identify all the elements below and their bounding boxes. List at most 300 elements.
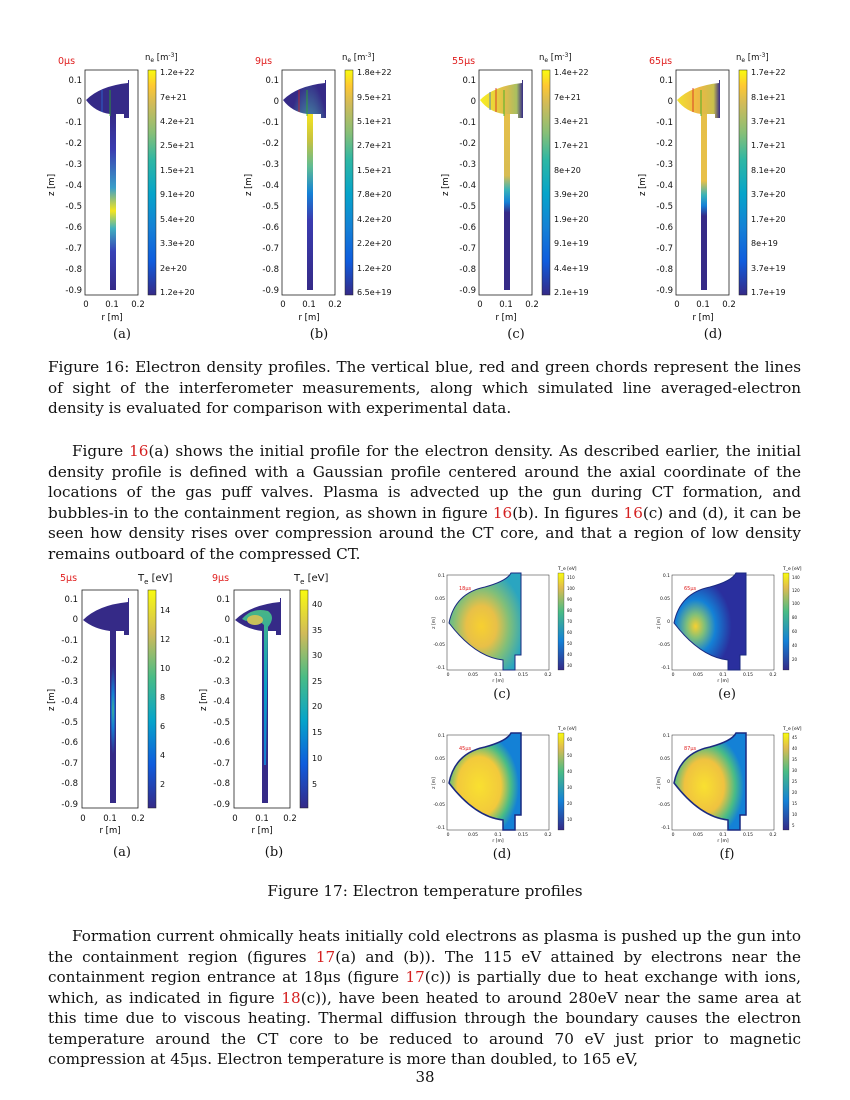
svg-text:-0.1: -0.1 xyxy=(459,118,476,128)
svg-text:-0.4: -0.4 xyxy=(61,697,78,707)
svg-text:T_e [eV]: T_e [eV] xyxy=(558,727,577,732)
svg-text:-0.2: -0.2 xyxy=(262,139,279,149)
ref-fig16[interactable]: 16 xyxy=(623,503,643,522)
fig17-panel-c xyxy=(415,565,605,705)
cbar-label: $T_e$ [eV] xyxy=(138,573,173,586)
svg-text:-0.1: -0.1 xyxy=(65,118,82,128)
svg-text:-0.5: -0.5 xyxy=(459,202,476,212)
svg-text:-0.3: -0.3 xyxy=(262,160,279,170)
svg-text:-0.6: -0.6 xyxy=(65,223,82,233)
svg-text:9.1e+19: 9.1e+19 xyxy=(554,239,589,248)
svg-text:3.9e+20: 3.9e+20 xyxy=(554,190,589,199)
svg-text:2.5e+21: 2.5e+21 xyxy=(160,141,195,150)
density-plot-b xyxy=(237,50,432,350)
svg-text:-0.05: -0.05 xyxy=(658,643,670,648)
svg-text:-0.05: -0.05 xyxy=(433,803,445,808)
svg-text:20: 20 xyxy=(567,801,573,806)
svg-text:-0.5: -0.5 xyxy=(65,202,82,212)
svg-text:0.1: 0.1 xyxy=(302,300,316,310)
svg-text:-0.3: -0.3 xyxy=(61,677,78,687)
x-label: r [m] xyxy=(251,826,273,836)
y-label: z [m] xyxy=(638,173,648,197)
subcaption-d: (d) xyxy=(703,327,723,342)
ref-fig16[interactable]: 16 xyxy=(129,442,149,460)
svg-text:0.2: 0.2 xyxy=(722,300,736,310)
svg-text:7.8e+20: 7.8e+20 xyxy=(357,190,392,199)
svg-text:80: 80 xyxy=(567,608,573,613)
svg-text:-0.6: -0.6 xyxy=(61,738,78,748)
svg-text:0.2: 0.2 xyxy=(544,673,552,678)
fig17-panel-b xyxy=(172,565,342,865)
subcaption-a: (a) xyxy=(113,327,131,342)
svg-text:0.1: 0.1 xyxy=(68,76,82,86)
svg-text:T_e [eV]: T_e [eV] xyxy=(783,567,802,572)
subcaption-c: (c) xyxy=(507,327,525,342)
colorbar xyxy=(148,70,156,295)
svg-text:0: 0 xyxy=(470,97,476,107)
x-ticks xyxy=(674,300,735,310)
svg-text:100: 100 xyxy=(567,586,575,591)
time-label: 18μs xyxy=(459,586,472,592)
svg-text:z [m]: z [m] xyxy=(432,617,437,629)
svg-text:6.5e+19: 6.5e+19 xyxy=(357,288,392,297)
svg-text:8: 8 xyxy=(160,693,166,702)
svg-text:1.8e+22: 1.8e+22 xyxy=(357,68,392,77)
ref-fig18[interactable]: 18 xyxy=(281,988,301,1007)
time-label: 9μs xyxy=(255,56,273,67)
colorbar xyxy=(148,590,156,808)
svg-text:8e+19: 8e+19 xyxy=(751,239,778,248)
svg-text:z [m]: z [m] xyxy=(432,777,437,789)
svg-text:20: 20 xyxy=(792,657,798,662)
svg-text:0.15: 0.15 xyxy=(517,833,529,838)
svg-text:2: 2 xyxy=(160,780,166,789)
x-label: r [m] xyxy=(101,313,123,323)
svg-text:20: 20 xyxy=(792,790,798,795)
svg-text:0.1: 0.1 xyxy=(662,734,670,739)
y-ticks xyxy=(61,595,78,810)
svg-text:-0.8: -0.8 xyxy=(213,779,230,789)
svg-text:10: 10 xyxy=(792,812,798,817)
time-label: 45μs xyxy=(459,746,472,752)
svg-text:0.1: 0.1 xyxy=(494,673,502,678)
svg-text:0: 0 xyxy=(232,814,238,824)
svg-text:0.15: 0.15 xyxy=(517,673,529,678)
svg-text:5: 5 xyxy=(792,823,795,828)
time-label: 9μs xyxy=(212,573,230,584)
x-label: r [m] xyxy=(692,313,714,323)
svg-text:3.7e+20: 3.7e+20 xyxy=(751,190,786,199)
cbar-label: $T_e$ [eV] xyxy=(294,573,329,586)
svg-text:T_e [eV]: T_e [eV] xyxy=(558,567,577,572)
svg-text:-0.9: -0.9 xyxy=(61,800,78,810)
svg-text:10: 10 xyxy=(312,754,323,763)
y-label: z [m] xyxy=(199,688,209,712)
svg-text:-0.4: -0.4 xyxy=(65,181,82,191)
time-label: 87μs xyxy=(684,746,697,752)
svg-text:0.05: 0.05 xyxy=(692,673,704,678)
cbar-label: $n_e$ $[m^{-3}]$ xyxy=(145,52,178,64)
svg-text:r [m]: r [m] xyxy=(492,679,504,684)
subcaption-e: (e) xyxy=(718,687,736,702)
svg-text:60: 60 xyxy=(567,630,573,635)
y-ticks xyxy=(459,76,476,296)
subcaption-f: (f) xyxy=(719,847,735,862)
svg-text:-0.6: -0.6 xyxy=(213,738,230,748)
svg-text:0.1: 0.1 xyxy=(103,814,117,824)
svg-text:0: 0 xyxy=(674,300,680,310)
time-label: 5μs xyxy=(60,573,78,584)
y-ticks xyxy=(213,595,230,810)
colorbar xyxy=(345,70,353,295)
svg-text:140: 140 xyxy=(792,575,800,580)
density-plot-a xyxy=(40,50,235,350)
cbar-ticks xyxy=(357,68,392,297)
svg-text:-0.7: -0.7 xyxy=(65,244,82,254)
svg-text:0.1: 0.1 xyxy=(255,814,269,824)
svg-text:0.05: 0.05 xyxy=(692,833,704,838)
svg-text:1.2e+20: 1.2e+20 xyxy=(357,264,392,273)
svg-text:4.4e+19: 4.4e+19 xyxy=(554,264,589,273)
x-ticks xyxy=(477,300,538,310)
x-ticks xyxy=(280,300,341,310)
svg-text:-0.5: -0.5 xyxy=(262,202,279,212)
svg-text:z [m]: z [m] xyxy=(657,617,662,629)
svg-text:-0.7: -0.7 xyxy=(656,244,673,254)
subcaption-c: (c) xyxy=(493,687,511,702)
svg-text:-0.7: -0.7 xyxy=(213,759,230,769)
x-label: r [m] xyxy=(298,313,320,323)
svg-text:-0.2: -0.2 xyxy=(656,139,673,149)
svg-text:0.1: 0.1 xyxy=(494,833,502,838)
svg-text:30: 30 xyxy=(567,785,573,790)
svg-text:-0.3: -0.3 xyxy=(65,160,82,170)
svg-text:0: 0 xyxy=(224,615,230,625)
svg-text:-0.7: -0.7 xyxy=(61,759,78,769)
x-label: r [m] xyxy=(495,313,517,323)
figure-16-caption: Figure 16: Electron density profiles. The vertical blue, red and green chords represent the lines of sight of the interferometer measurements, along which simulated line averaged-electron density is evaluated for comparison with experimental data. xyxy=(48,358,801,417)
svg-text:-0.2: -0.2 xyxy=(213,656,230,666)
svg-text:0.15: 0.15 xyxy=(742,833,754,838)
svg-text:-0.4: -0.4 xyxy=(213,697,230,707)
svg-text:100: 100 xyxy=(792,601,800,606)
subcaption-a: (a) xyxy=(113,845,131,860)
svg-text:0: 0 xyxy=(72,615,78,625)
svg-text:0.1: 0.1 xyxy=(696,300,710,310)
svg-text:-0.1: -0.1 xyxy=(661,666,670,671)
svg-text:-0.6: -0.6 xyxy=(459,223,476,233)
svg-text:25: 25 xyxy=(312,677,323,686)
svg-text:2.7e+21: 2.7e+21 xyxy=(357,141,392,150)
y-ticks xyxy=(656,76,673,296)
svg-text:120: 120 xyxy=(792,588,800,593)
svg-text:0: 0 xyxy=(442,620,445,625)
page-number: 38 xyxy=(415,1068,435,1086)
svg-text:0.1: 0.1 xyxy=(659,76,673,86)
svg-text:60: 60 xyxy=(792,629,798,634)
cbar-ticks xyxy=(751,68,786,297)
svg-text:1.7e+21: 1.7e+21 xyxy=(751,141,786,150)
fig16-panel-c xyxy=(434,50,629,350)
temperature-plot-b xyxy=(172,565,342,865)
svg-text:1.5e+21: 1.5e+21 xyxy=(357,166,392,175)
svg-text:3.7e+21: 3.7e+21 xyxy=(751,117,786,126)
svg-text:0.1: 0.1 xyxy=(462,76,476,86)
y-label: z [m] xyxy=(47,688,57,712)
svg-text:0.1: 0.1 xyxy=(265,76,279,86)
svg-text:-0.1: -0.1 xyxy=(213,636,230,646)
svg-text:50: 50 xyxy=(567,641,573,646)
svg-text:-0.7: -0.7 xyxy=(262,244,279,254)
temperature-plot-a xyxy=(20,565,190,865)
svg-text:-0.9: -0.9 xyxy=(65,286,82,296)
svg-text:7e+21: 7e+21 xyxy=(554,93,581,102)
cbar-ticks xyxy=(160,68,195,297)
svg-text:10: 10 xyxy=(160,664,171,673)
svg-text:0.2: 0.2 xyxy=(283,814,297,824)
svg-text:50: 50 xyxy=(567,753,573,758)
svg-text:25: 25 xyxy=(792,779,798,784)
svg-text:1.5e+21: 1.5e+21 xyxy=(160,166,195,175)
svg-text:1.9e+20: 1.9e+20 xyxy=(554,215,589,224)
svg-text:70: 70 xyxy=(567,619,573,624)
y-ticks xyxy=(65,76,82,296)
svg-text:-0.4: -0.4 xyxy=(656,181,673,191)
svg-text:0.1: 0.1 xyxy=(64,595,78,605)
svg-text:3.4e+21: 3.4e+21 xyxy=(554,117,589,126)
svg-text:T_e [eV]: T_e [eV] xyxy=(783,727,802,732)
svg-text:0: 0 xyxy=(280,300,286,310)
svg-text:r [m]: r [m] xyxy=(717,679,729,684)
svg-text:2.1e+19: 2.1e+19 xyxy=(554,288,589,297)
svg-text:0.05: 0.05 xyxy=(467,673,479,678)
svg-text:0.15: 0.15 xyxy=(742,673,754,678)
svg-text:0.1: 0.1 xyxy=(437,734,445,739)
svg-text:-0.5: -0.5 xyxy=(213,718,230,728)
subcaption-d: (d) xyxy=(492,847,512,862)
svg-text:4.2e+20: 4.2e+20 xyxy=(357,215,392,224)
temperature-plot-d xyxy=(415,725,605,850)
svg-text:8.1e+20: 8.1e+20 xyxy=(751,166,786,175)
svg-text:0: 0 xyxy=(80,814,86,824)
ref-fig17[interactable]: 17 xyxy=(315,947,336,966)
svg-text:30: 30 xyxy=(312,651,323,660)
x-ticks xyxy=(232,814,296,824)
svg-text:60: 60 xyxy=(567,737,573,742)
svg-text:-0.4: -0.4 xyxy=(262,181,279,191)
svg-text:-0.2: -0.2 xyxy=(61,656,78,666)
time-label: 65μs xyxy=(684,586,697,592)
svg-text:3.7e+19: 3.7e+19 xyxy=(751,264,786,273)
svg-text:15: 15 xyxy=(312,728,323,737)
svg-text:1.2e+20: 1.2e+20 xyxy=(160,288,195,297)
y-label: z [m] xyxy=(244,173,254,197)
svg-text:15: 15 xyxy=(792,801,798,806)
svg-text:0.05: 0.05 xyxy=(467,833,479,838)
svg-text:0.2: 0.2 xyxy=(769,673,777,678)
svg-text:35: 35 xyxy=(312,626,323,635)
x-ticks xyxy=(83,300,144,310)
svg-text:r [m]: r [m] xyxy=(492,839,504,844)
svg-text:-0.9: -0.9 xyxy=(213,800,230,810)
fig16-panel-d xyxy=(631,50,826,350)
svg-text:-0.2: -0.2 xyxy=(459,139,476,149)
svg-text:-0.8: -0.8 xyxy=(65,265,82,275)
svg-text:1.7e+20: 1.7e+20 xyxy=(751,215,786,224)
svg-text:-0.1: -0.1 xyxy=(661,826,670,831)
svg-text:9.1e+20: 9.1e+20 xyxy=(160,190,195,199)
svg-text:-0.2: -0.2 xyxy=(65,139,82,149)
subcaption-b: (b) xyxy=(309,327,329,342)
temperature-plot-c xyxy=(415,565,605,690)
colorbar xyxy=(542,70,550,295)
svg-text:-0.1: -0.1 xyxy=(656,118,673,128)
fig17-panel-d xyxy=(415,725,605,865)
svg-text:9.5e+21: 9.5e+21 xyxy=(357,93,392,102)
cbar-label: $n_e$ $[m^{-3}]$ xyxy=(342,52,375,64)
svg-text:8.1e+21: 8.1e+21 xyxy=(751,93,786,102)
svg-text:40: 40 xyxy=(312,600,323,609)
svg-text:-0.6: -0.6 xyxy=(262,223,279,233)
svg-text:8e+20: 8e+20 xyxy=(554,166,581,175)
paragraph-2: Formation current ohmically heats initially cold electrons as plasma is pushed up the gun into the containment region (figures 17(a) and (b)). The 115 eV attained by electrons near the containment region entrance at 18μs (figure 17(c)) is partially due to heat exchange with ions, which, as indicated in figure 18(c)), have been heated to around 280eV near the same area at this time due to viscous heating. Thermal diffusion through the boundary causes the electron temperature around the CT core to be reduced to around 70 eV just prior to magnetic compression at 45μs. Electron temperature is more than doubled, to 165 eV, xyxy=(48,927,801,1068)
fig16-panel-a xyxy=(40,50,235,350)
colorbar xyxy=(739,70,747,295)
svg-text:0.1: 0.1 xyxy=(499,300,513,310)
svg-text:-0.9: -0.9 xyxy=(656,286,673,296)
fig17-panel-e xyxy=(640,565,830,705)
temperature-plot-e xyxy=(640,565,830,690)
svg-text:1.7e+19: 1.7e+19 xyxy=(751,288,786,297)
fig17-panel-a xyxy=(20,565,180,865)
temperature-plot-f xyxy=(640,725,830,850)
fig17-panel-f xyxy=(640,725,830,865)
svg-text:0: 0 xyxy=(76,97,82,107)
svg-text:0: 0 xyxy=(446,673,450,678)
density-plot-d xyxy=(631,50,826,350)
figure-16 xyxy=(40,50,820,350)
svg-text:-0.3: -0.3 xyxy=(213,677,230,687)
svg-text:0: 0 xyxy=(671,673,675,678)
svg-text:0: 0 xyxy=(671,833,675,838)
time-label: 55μs xyxy=(452,56,476,67)
svg-text:0.2: 0.2 xyxy=(769,833,777,838)
svg-text:0: 0 xyxy=(667,620,670,625)
svg-text:0: 0 xyxy=(442,780,445,785)
y-ticks xyxy=(262,76,279,296)
svg-text:0.1: 0.1 xyxy=(437,574,445,579)
ref-fig16[interactable]: 16 xyxy=(492,503,513,522)
paragraph-1: Figure 16(a) shows the initial profile for the electron density. As described earlier, the initial density profile is defined with a Gaussian profile centered around the axial coordinate of the locations of the gas puff valves. Plasma is advected up the gun during CT formation, and bubbles-in to the containment region, as shown in figure 16(b). In figures 16(c) and (d), it can be seen how density rises over compression around the CT core, and that a region of low density remains outboard of the compressed CT. xyxy=(48,442,801,563)
svg-text:4: 4 xyxy=(160,751,166,760)
cbar-ticks xyxy=(312,600,322,789)
svg-text:2e+20: 2e+20 xyxy=(160,264,187,273)
svg-text:0.1: 0.1 xyxy=(662,574,670,579)
figure-17-caption: Figure 17: Electron temperature profiles xyxy=(267,882,583,900)
svg-text:40: 40 xyxy=(792,746,798,751)
time-label: 0μs xyxy=(58,56,76,67)
svg-text:0.2: 0.2 xyxy=(525,300,539,310)
svg-text:-0.8: -0.8 xyxy=(262,265,279,275)
svg-text:5: 5 xyxy=(312,780,318,789)
svg-text:-0.3: -0.3 xyxy=(656,160,673,170)
fig16-panel-b xyxy=(237,50,432,350)
svg-text:0: 0 xyxy=(477,300,483,310)
svg-text:5.4e+20: 5.4e+20 xyxy=(160,215,195,224)
y-label: z [m] xyxy=(47,173,57,197)
svg-text:-0.4: -0.4 xyxy=(459,181,476,191)
svg-text:110: 110 xyxy=(567,575,575,580)
density-plot-c xyxy=(434,50,629,350)
svg-text:0.05: 0.05 xyxy=(659,757,670,762)
svg-text:2.2e+20: 2.2e+20 xyxy=(357,239,392,248)
svg-text:0.05: 0.05 xyxy=(434,757,445,762)
svg-text:7e+21: 7e+21 xyxy=(160,93,187,102)
svg-text:0: 0 xyxy=(667,97,673,107)
svg-text:0: 0 xyxy=(446,833,450,838)
svg-text:30: 30 xyxy=(792,768,798,773)
svg-text:-0.1: -0.1 xyxy=(262,118,279,128)
svg-text:5.1e+21: 5.1e+21 xyxy=(357,117,392,126)
svg-text:40: 40 xyxy=(567,769,573,774)
svg-text:-0.8: -0.8 xyxy=(61,779,78,789)
svg-text:1.7e+22: 1.7e+22 xyxy=(751,68,786,77)
svg-text:-0.1: -0.1 xyxy=(436,666,445,671)
svg-text:0.1: 0.1 xyxy=(105,300,119,310)
svg-text:90: 90 xyxy=(567,597,573,602)
svg-text:14: 14 xyxy=(160,606,171,615)
svg-text:-0.5: -0.5 xyxy=(656,202,673,212)
svg-text:0: 0 xyxy=(273,97,279,107)
svg-text:35: 35 xyxy=(792,757,798,762)
svg-text:3.3e+20: 3.3e+20 xyxy=(160,239,195,248)
svg-text:4.2e+21: 4.2e+21 xyxy=(160,117,195,126)
svg-text:-0.05: -0.05 xyxy=(433,643,445,648)
svg-text:-0.3: -0.3 xyxy=(459,160,476,170)
svg-text:-0.9: -0.9 xyxy=(262,286,279,296)
svg-text:40: 40 xyxy=(567,652,573,657)
svg-text:80: 80 xyxy=(792,615,798,620)
svg-text:40: 40 xyxy=(792,643,798,648)
svg-text:-0.8: -0.8 xyxy=(459,265,476,275)
svg-text:0.1: 0.1 xyxy=(719,833,727,838)
svg-text:6: 6 xyxy=(160,722,166,731)
ref-fig17[interactable]: 17 xyxy=(405,968,425,986)
x-label: r [m] xyxy=(99,826,121,836)
time-label: 65μs xyxy=(649,56,673,67)
x-ticks xyxy=(80,814,144,824)
svg-text:1.7e+21: 1.7e+21 xyxy=(554,141,589,150)
subcaption-b: (b) xyxy=(264,845,284,860)
svg-text:10: 10 xyxy=(567,817,573,822)
svg-text:z [m]: z [m] xyxy=(657,777,662,789)
cbar-label: $n_e$ $[m^{-3}]$ xyxy=(539,52,572,64)
cbar-ticks xyxy=(160,606,170,789)
svg-text:30: 30 xyxy=(567,663,573,668)
svg-text:-0.1: -0.1 xyxy=(61,636,78,646)
svg-text:0.05: 0.05 xyxy=(434,597,445,602)
svg-text:20: 20 xyxy=(312,702,323,711)
svg-text:1.2e+22: 1.2e+22 xyxy=(160,68,195,77)
svg-text:-0.1: -0.1 xyxy=(436,826,445,831)
svg-text:0.2: 0.2 xyxy=(328,300,342,310)
svg-text:-0.6: -0.6 xyxy=(656,223,673,233)
svg-text:0: 0 xyxy=(83,300,89,310)
cbar-ticks xyxy=(554,68,589,297)
svg-text:0: 0 xyxy=(667,780,670,785)
svg-text:r [m]: r [m] xyxy=(717,839,729,844)
svg-text:-0.9: -0.9 xyxy=(459,286,476,296)
